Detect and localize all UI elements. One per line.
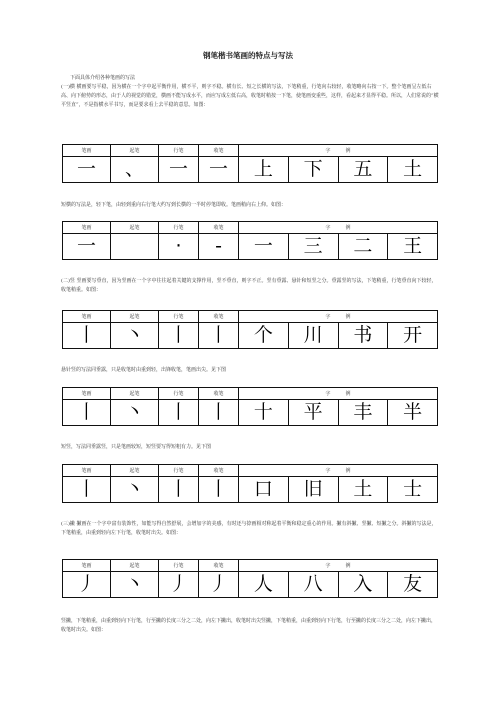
header-end: 收笔: [199, 560, 239, 572]
example-char: 土: [388, 157, 438, 183]
short-vertical-paragraph: 短竖，写法同垂露竖，只是笔画较短，短竖要写得短粗有力。见下图: [61, 444, 212, 450]
example-char: 人: [239, 572, 289, 598]
vertical-paragraph: (二)竖 竖画要写垂直，因为竖画在一个字中往往起着关键的支撑作用，竖不垂直，则字不正。竖有垂露、悬针和短竖之分。垂露竖的写法，下笔稍重，行笔垂直向下较轻，收笔稍重。如图：: [61, 278, 437, 293]
glyph-cell: 一: [199, 157, 239, 183]
example-char: 下: [288, 157, 338, 183]
header-end: 收笔: [199, 222, 239, 234]
glyph-cell: 丨: [63, 400, 111, 426]
example-char: 上: [239, 157, 289, 183]
header-start: 起笔: [111, 311, 159, 323]
header-start: 起笔: [111, 388, 159, 400]
example-char: 八: [288, 572, 338, 598]
header-start: 起笔: [111, 560, 159, 572]
glyph-cell: 丨: [159, 323, 199, 349]
horizontal-paragraph: (一)横 横画要写平稳，因为横在一个字中起平衡作用，横不平，则字不稳。横有长、短之长横的写法，下笔稍重，行笔向右较轻，收笔略向右按一下。整个笔画呈左低右高、向下俯势的形态，由于人的视觉的错觉，横画不能写成水平，而应写成左低右高，收笔时稍按一下笔，使笔画变重些，这样，看起来才显得平稳。所以，人们常说的“横平竖直”，不是指横水平书写，而是要求看上去平稳的意思。如图：: [61, 84, 439, 108]
header-start: 起笔: [111, 222, 159, 234]
header-examples: 字 例: [239, 388, 438, 400]
glyph-cell: 丿: [159, 572, 199, 598]
glyph-cell: ·: [159, 234, 199, 260]
glyph-cell: 一: [63, 234, 111, 260]
example-char: 开: [388, 323, 438, 349]
glyph-cell: 丶: [111, 477, 159, 503]
glyph-cell: 丶: [111, 572, 159, 598]
example-char: 平: [288, 400, 338, 426]
example-char: 王: [388, 234, 438, 260]
example-char: 川: [288, 323, 338, 349]
example-char: 半: [388, 400, 438, 426]
example-char: 旧: [288, 477, 338, 503]
left-falling-paragraph: (三)撇 撇画在一个字中富有装饰性，如能写得自然舒展，会增加字的美感，有时还与捺画相对称起着平衡和稳定重心的作用。撇有斜撇、竖撇、短撇之分。斜撇的写法是，下笔稍重，由重到轻向左下行笔，收笔时出尖。如图：: [61, 521, 437, 536]
header-move: 行笔: [159, 145, 199, 157]
glyph-cell: 丿: [199, 572, 239, 598]
header-stroke: 笔画: [63, 388, 111, 400]
header-end: 收笔: [199, 465, 239, 477]
stroke-table-short-vertical: [62, 464, 438, 503]
header-stroke: 笔画: [63, 145, 111, 157]
stroke-table-long-horizontal: [62, 144, 438, 183]
glyph-cell: 丨: [159, 477, 199, 503]
example-char: 丰: [338, 400, 388, 426]
vertical-left-falling-paragraph: 竖撇，下笔稍重，由重到轻向下行笔，行至撇的长度三分之二处，向左下撇出，收笔时出尖竖撇，下笔稍重，由重到轻向下行笔，行至撇的长度三分之二处，向左下撇出，收笔时出尖。如图：: [61, 618, 437, 633]
glyph-cell: 丨: [199, 323, 239, 349]
glyph-cell: 丨: [199, 400, 239, 426]
example-char: 三: [288, 234, 338, 260]
example-char: 士: [388, 477, 438, 503]
header-stroke: 笔画: [63, 222, 111, 234]
header-end: 收笔: [199, 388, 239, 400]
header-stroke: 笔画: [63, 465, 111, 477]
example-char: 二: [338, 234, 388, 260]
example-char: 书: [338, 323, 388, 349]
header-examples: 字 例: [239, 145, 438, 157]
header-end: 收笔: [199, 311, 239, 323]
header-move: 行笔: [159, 560, 199, 572]
example-char: 一: [239, 234, 289, 260]
header-move: 行笔: [159, 465, 199, 477]
glyph-cell: 丨: [159, 400, 199, 426]
header-examples: 字 例: [239, 465, 438, 477]
glyph-cell: 、: [111, 157, 159, 183]
example-char: 土: [338, 477, 388, 503]
header-examples: 字 例: [239, 560, 438, 572]
page-title: 钢笔楷书笔画的特点与写法: [203, 51, 293, 60]
glyph-cell: 一: [63, 157, 111, 183]
glyph-cell: 丨: [199, 477, 239, 503]
glyph-cell: 丶: [111, 323, 159, 349]
header-stroke: 笔画: [63, 311, 111, 323]
short-horizontal-paragraph: 短横的写法是，轻下笔，由轻到重向右行笔大约写到长横的一半时停笔即收。笔画稍向右上仰。如图：: [61, 202, 287, 208]
header-start: 起笔: [111, 145, 159, 157]
glyph-cell: -: [199, 234, 239, 260]
header-end: 收笔: [199, 145, 239, 157]
stroke-table-slant-left-falling: [62, 559, 438, 598]
stroke-table-dewdrop-vertical: [62, 310, 438, 349]
needle-vertical-paragraph: 悬针竖的写法同垂露，只是收笔时由重到轻，出锋收笔，笔画出尖。见下图: [61, 367, 227, 373]
glyph-cell: 一: [159, 157, 199, 183]
header-stroke: 笔画: [63, 560, 111, 572]
glyph-cell: 丿: [63, 572, 111, 598]
glyph-cell: 丨: [63, 477, 111, 503]
example-char: 友: [388, 572, 438, 598]
example-char: 十: [239, 400, 289, 426]
header-examples: 字 例: [239, 222, 438, 234]
header-examples: 字 例: [239, 311, 438, 323]
header-move: 行笔: [159, 388, 199, 400]
header-start: 起笔: [111, 465, 159, 477]
header-move: 行笔: [159, 222, 199, 234]
glyph-cell: 丶: [111, 400, 159, 426]
example-char: 入: [338, 572, 388, 598]
example-char: 五: [338, 157, 388, 183]
header-move: 行笔: [159, 311, 199, 323]
stroke-table-short-horizontal: [62, 221, 438, 260]
intro-paragraph: 下面具体介绍各种笔画的写法: [70, 75, 136, 81]
glyph-cell: 丨: [63, 323, 111, 349]
stroke-table-needle-vertical: [62, 387, 438, 426]
example-char: 个: [239, 323, 289, 349]
example-char: 口: [239, 477, 289, 503]
glyph-cell: [111, 234, 159, 260]
